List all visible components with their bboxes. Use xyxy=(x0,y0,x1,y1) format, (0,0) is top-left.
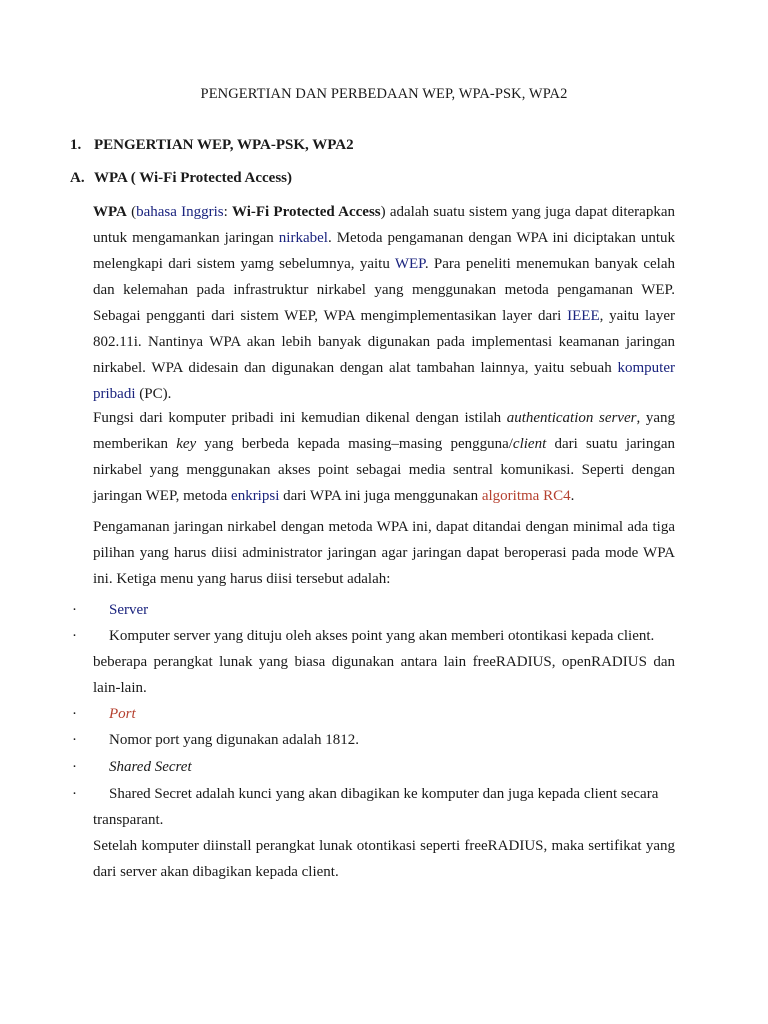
term-authentication-server: authentication server xyxy=(506,410,637,426)
list-item-label: Shared Secret adalah kunci yang akan dibagikan ke komputer dan juga kepada client secara xyxy=(109,786,659,802)
term-wifi-protected-access: Wi-Fi Protected Access xyxy=(231,204,381,220)
term-key: key xyxy=(176,436,197,452)
link-komputer-pribadi[interactable]: komputer pribadi xyxy=(93,360,675,402)
text-run: . Metoda pengamanan dengan WPA ini diciptakan untuk melengkapi dari sistem yamg sebelumnya, yaitu xyxy=(93,230,675,272)
link-bahasa-inggris[interactable]: bahasa Inggris xyxy=(136,204,224,220)
bullet-marker: · xyxy=(72,602,77,618)
text-run: , yang memberikan xyxy=(93,410,675,452)
text-run: (PC). xyxy=(135,386,172,402)
bullet-marker: · xyxy=(72,732,77,748)
section-number: 1. xyxy=(70,137,82,153)
document-title: PENGERTIAN DAN PERBEDAAN WEP, WPA-PSK, WPA2 xyxy=(200,86,568,102)
text-run: ( xyxy=(126,204,137,220)
subsection-label: WPA ( Wi-Fi Protected Access) xyxy=(94,170,293,186)
list-item-continuation: transparant. xyxy=(93,812,164,828)
bullet-marker: · xyxy=(72,706,77,722)
text-run: dari WPA ini juga menggunakan xyxy=(279,488,482,504)
list-item-label: Nomor port yang digunakan adalah 1812. xyxy=(109,732,359,748)
paragraph-certificate: Setelah komputer diinstall perangkat lunak otontikasi seperti freeRADIUS, maka sertifikat yang dari server akan dibagikan kepada client. xyxy=(93,838,675,880)
list-item-label: Server xyxy=(109,602,149,618)
section-heading-1 xyxy=(70,137,354,154)
paragraph-wpa-definition xyxy=(93,199,675,407)
link-wep[interactable]: WEP xyxy=(394,256,425,272)
list-item-port xyxy=(0,701,700,727)
list-item-continuation: beberapa perangkat lunak yang biasa digunakan antara lain freeRADIUS, openRADIUS dan lain-lain. xyxy=(93,654,675,696)
list-item-server xyxy=(0,597,700,623)
link-ieee[interactable]: IEEE xyxy=(567,308,600,324)
bullet-marker: · xyxy=(72,628,77,644)
text-run: . xyxy=(570,488,575,504)
text-run: : xyxy=(223,204,232,220)
text-run: yang berbeda kepada masing–masing pengguna/ xyxy=(196,436,513,452)
section-label: PENGERTIAN WEP, WPA-PSK, WPA2 xyxy=(94,137,354,153)
text-run: ) adalah suatu sistem yang juga dapat diterapkan untuk mengamankan jaringan xyxy=(93,204,675,246)
term-wpa: WPA xyxy=(93,204,127,220)
list-item-label: Port xyxy=(109,706,136,722)
link-algoritma-rc4[interactable]: algoritma RC4 xyxy=(481,488,571,504)
list-item-label: Shared Secret xyxy=(109,759,192,775)
text-run: . Para peneliti menemukan banyak celah dan kelemahan pada infrastruktur nirkabel yang menggunakan metoda pengamanan WEP. Sebagai pengganti dari sistem WEP, WPA mengimplementasikan layer dari xyxy=(93,256,675,324)
text-run: , yaitu layer 802.11i. Nantinya WPA akan lebih banyak digunakan pada implementasi keamanan jaringan nirkabel. WPA didesain dan digunakan dengan alat tambahan lainnya, yaitu sebuah xyxy=(93,308,675,376)
subsection-heading-a xyxy=(70,170,292,187)
list-item-shared-secret xyxy=(0,754,700,780)
bullet-marker: · xyxy=(72,786,77,802)
term-client: client xyxy=(512,436,547,452)
paragraph-wpa-options: Pengamanan jaringan nirkabel dengan metoda WPA ini, dapat ditandai dengan minimal ada tiga pilihan yang harus diisi administrator jaringan agar jaringan dapat beroperasi pada mode WPA ini. Ketiga menu yang harus diisi tersebut adalah: xyxy=(93,519,675,587)
text-run: dari suatu jaringan nirkabel yang menggunakan akses point sebagai media sentral komunikasi. Seperti dengan jaringan WEP, metoda xyxy=(93,436,675,504)
text-run: Fungsi dari komputer pribadi ini kemudian dikenal dengan istilah xyxy=(93,410,507,426)
list-item-server-desc xyxy=(0,623,700,649)
link-enkripsi[interactable]: enkripsi xyxy=(231,488,280,504)
paragraph-authentication-server xyxy=(93,405,675,509)
link-nirkabel[interactable]: nirkabel xyxy=(278,230,328,246)
subsection-letter: A. xyxy=(70,170,85,186)
list-item-shared-secret-desc xyxy=(0,781,700,807)
list-item-label: Komputer server yang dituju oleh akses point yang akan memberi otontikasi kepada client. xyxy=(109,628,655,644)
bullet-marker: · xyxy=(72,759,77,775)
list-item-port-desc xyxy=(0,727,700,753)
